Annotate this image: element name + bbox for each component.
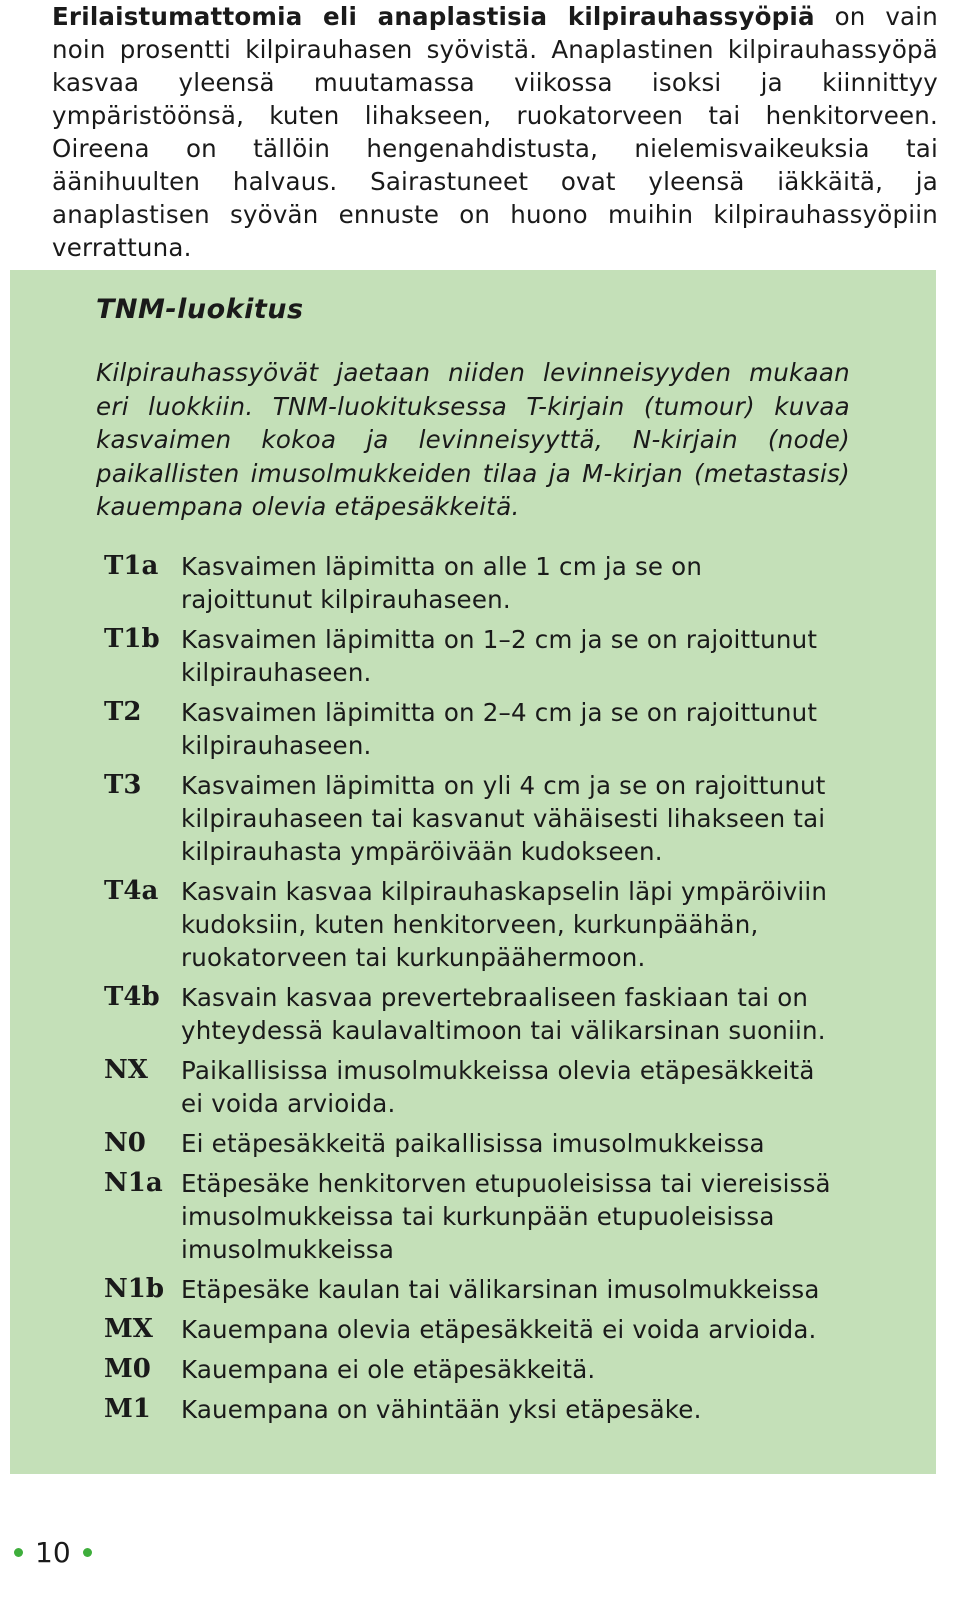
tnm-row: [104, 1393, 904, 1426]
tnm-desc: Kasvaimen läpimitta on 2–4 cm ja se on rajoittunut kilpirauhaseen.: [181, 698, 818, 760]
tnm-code: T3: [104, 770, 142, 800]
tnm-row: [104, 1353, 904, 1386]
tnm-code: T1b: [104, 624, 160, 654]
tnm-desc: Paikallisissa imusolmukkeissa olevia etäpesäkkeitä ei voida arvioida.: [181, 1056, 815, 1118]
tnm-desc: Kauempana ei ole etäpesäkkeitä.: [181, 1355, 596, 1384]
page-footer: [14, 1532, 92, 1572]
tnm-desc: Etäpesäke kaulan tai välikarsinan imusolmukkeissa: [181, 1275, 820, 1304]
tnm-code: T2: [104, 697, 142, 727]
bullet-dot-icon: [14, 1548, 23, 1557]
tnm-desc: Kasvain kasvaa prevertebraaliseen faskiaan tai on yhteydessä kaulavaltimoon tai välikarsinan suoniin.: [181, 983, 826, 1045]
bullet-dot-icon: [83, 1548, 92, 1557]
tnm-code: N1a: [104, 1168, 163, 1198]
tnm-desc: Kauempana on vähintään yksi etäpesäke.: [181, 1395, 702, 1424]
tnm-desc: Kasvaimen läpimitta on alle 1 cm ja se on rajoittunut kilpirauhaseen.: [181, 552, 703, 614]
tnm-desc: Kasvain kasvaa kilpirauhaskapselin läpi ympäröiviin kudoksiin, kuten henkitorveen, kurkunpäähän, ruokatorveen tai kurkunpäähermoon.: [181, 877, 828, 972]
tnm-code: T4b: [104, 982, 160, 1012]
tnm-row: [104, 981, 904, 1047]
tnm-row: [104, 550, 904, 616]
tnm-row: [104, 1167, 904, 1266]
tnm-row: [104, 1273, 904, 1306]
tnm-code: NX: [104, 1055, 148, 1085]
intro-lead: Erilaistumattomia eli anaplastisia kilpirauhassyöpiä: [52, 2, 815, 31]
page-number: 10: [35, 1535, 71, 1569]
tnm-code: M1: [104, 1394, 151, 1424]
tnm-code: N1b: [104, 1274, 165, 1304]
tnm-code: T1a: [104, 551, 159, 581]
tnm-desc: Kasvaimen läpimitta on yli 4 cm ja se on rajoittunut kilpirauhaseen tai kasvanut vähäisesti lihakseen tai kilpirauhasta ympäröivään kudokseen.: [181, 771, 826, 866]
tnm-desc: Etäpesäke henkitorven etupuoleisissa tai viereisissä imusolmukkeissa tai kurkunpään etupuoleisissa imusolmukkeissa: [181, 1169, 831, 1264]
tnm-desc: Kasvaimen läpimitta on 1–2 cm ja se on rajoittunut kilpirauhaseen.: [181, 625, 818, 687]
tnm-row: [104, 696, 904, 762]
tnm-row: [104, 769, 904, 868]
tnm-desc: Kauempana olevia etäpesäkkeitä ei voida arvioida.: [181, 1315, 817, 1344]
tnm-row: [104, 1313, 904, 1346]
tnm-row: [104, 875, 904, 974]
tnm-row: [104, 1127, 904, 1160]
box-title: TNM-luokitus: [96, 294, 304, 325]
tnm-code: M0: [104, 1354, 151, 1384]
intro-paragraph: [52, 0, 938, 264]
box-intro: Kilpirauhassyövät jaetaan niiden levinneisyyden mukaan eri luokkiin. TNM-luokituksessa T-kirjain (tumour) kuvaa kasvaimen kokoa ja levinneisyyttä, N-kirjain (node) paikallisten imusolmukkeiden tilaa ja M-kirjan (metastasis) kauempana olevia etäpesäkkeitä.: [96, 358, 850, 521]
tnm-desc: Ei etäpesäkkeitä paikallisissa imusolmukkeissa: [181, 1129, 765, 1158]
intro-text: on vain noin prosentti kilpirauhasen syövistä. Anaplastinen kilpirauhassyöpä kasvaa yleensä muutamassa viikossa isoksi ja kiinnittyy ympäristöönsä, kuten lihakseen, ruokatorveen tai henkitorveen. Oireena on tällöin hengenahdistusta, nielemisvaikeuksia tai äänihuulten halvaus. Sairastuneet ovat yleensä iäkkäitä, ja anaplastisen syövän ennuste on huono muihin kilpirauhassyöpiin verrattuna.: [52, 2, 938, 262]
tnm-code: T4a: [104, 876, 159, 906]
tnm-code: MX: [104, 1314, 153, 1344]
tnm-list: [104, 550, 904, 1433]
tnm-code: N0: [104, 1128, 146, 1158]
tnm-row: [104, 1054, 904, 1120]
tnm-info-box: [10, 270, 936, 1474]
tnm-row: [104, 623, 904, 689]
